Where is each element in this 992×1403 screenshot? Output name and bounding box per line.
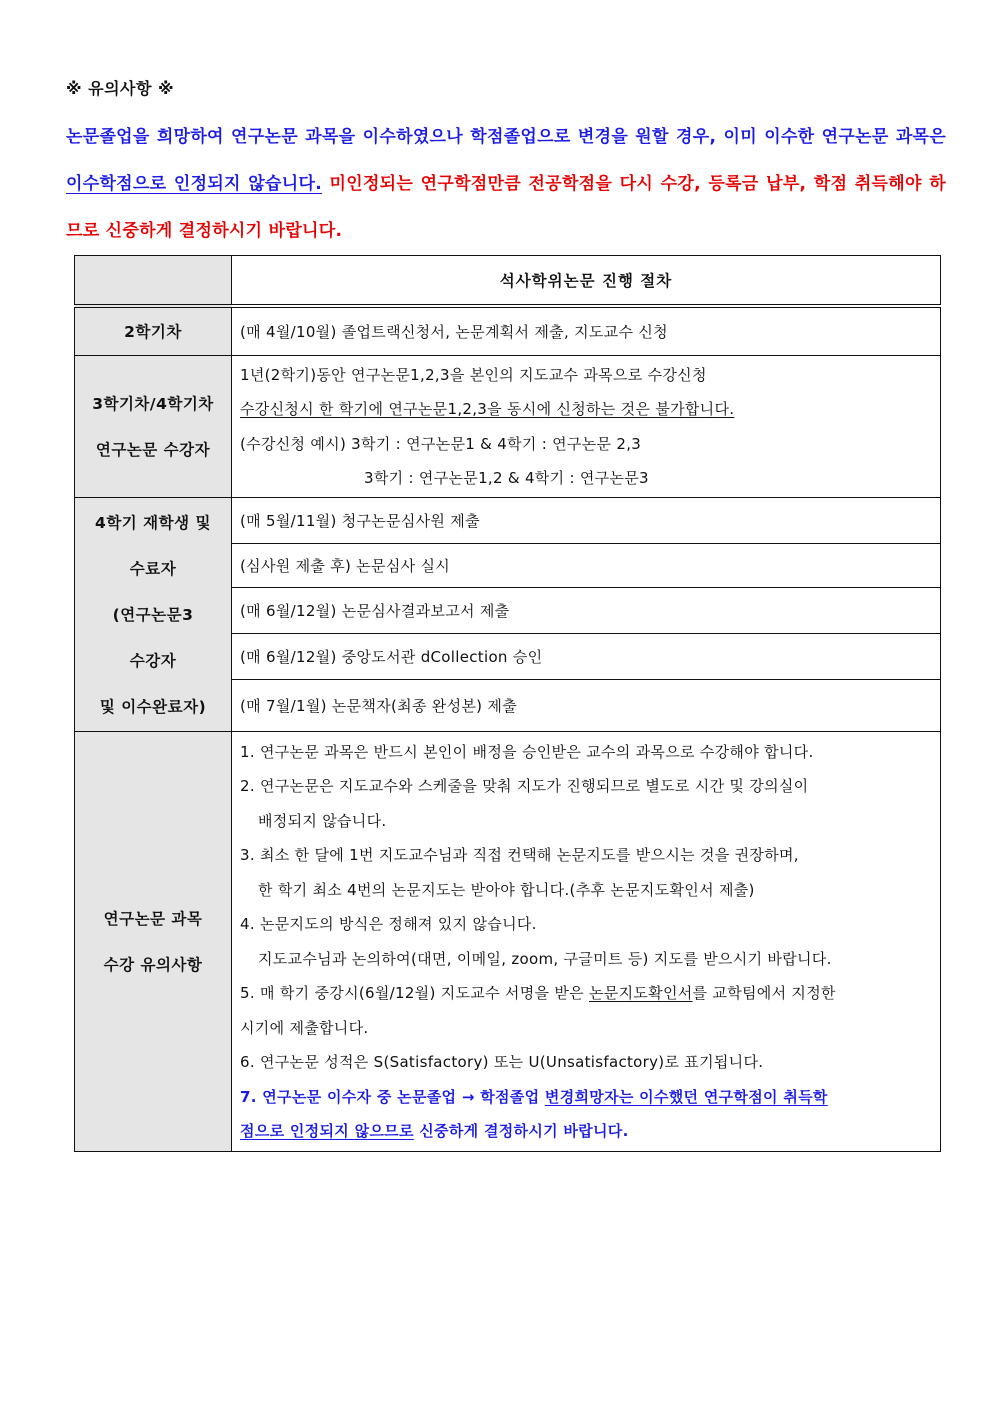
- line: [240, 392, 932, 427]
- note-line: 6. 연구논문 성적은 S(Satisfactory) 또는 U(Unsatisfactory)로 표기됩니다.: [240, 1053, 764, 1071]
- underlined-line: 수강신청시 한 학기에 연구논문1,2,3을 동시에 신청하는 것은 불가합니다.: [240, 400, 735, 418]
- row-label-line: 수료자: [129, 559, 177, 578]
- note-line: 지도교수님과 논의하여(대면, 이메일, zoom, 구글미트 등) 지도를 받으시기 바랍니다.: [258, 949, 832, 968]
- table-row-3rd-4th-semester: [75, 356, 941, 498]
- note-line-highlight: [240, 1080, 932, 1115]
- row-label-2nd-semester: 2학기차: [75, 306, 232, 356]
- row-text-3rd-4th-semester: [232, 356, 941, 498]
- row-label-4th-semester: [75, 498, 232, 732]
- table-header-title: 석사학위논문 진행 절차: [232, 256, 941, 306]
- note-text: 신중하게 결정하시기 바랍니다.: [413, 1122, 629, 1140]
- note-line: 4. 논문지도의 방식은 정해져 있지 않습니다.: [240, 915, 537, 933]
- note-line: [240, 976, 932, 1011]
- course-notes-list: [232, 732, 941, 1152]
- step-item: (매 5월/11월) 청구논문심사원 제출: [232, 498, 941, 544]
- line: (수강신청 예시) 3학기 : 연구논문1 & 4학기 : 연구논문 2,3: [240, 434, 642, 453]
- note-text-underline: 논문지도확인서: [589, 984, 693, 1002]
- row-label-line: 연구논문 과목: [103, 909, 203, 928]
- note-line: 시기에 제출합니다.: [240, 1018, 369, 1037]
- row-label-line: 수강자: [129, 651, 177, 670]
- row-label-line: (연구논문3: [112, 605, 194, 624]
- note-line: 1. 연구논문 과목은 반드시 본인이 배정을 승인받은 교수의 과목으로 수강해야 합니다.: [240, 742, 814, 761]
- table-row-course-notes: [75, 732, 941, 1152]
- row-label-line: 및 이수완료자): [99, 697, 207, 716]
- table-row-4th-semester-item: [75, 498, 941, 544]
- header-empty-cell: [75, 256, 232, 306]
- notice-text-underline: 이수학점으로 인정되지 않습니다.: [66, 174, 322, 194]
- table-row-2nd-semester: [75, 306, 941, 356]
- note-text-underline: 점으로 인정되지 않으므로: [240, 1122, 414, 1140]
- row-label-line: 3학기차/4학기차: [92, 394, 214, 413]
- row-label-line: 4학기 재학생 및: [95, 513, 211, 532]
- note-line: 3. 최소 한 달에 1번 지도교수님과 직접 컨택해 논문지도를 받으시는 것을 권장하며,: [240, 846, 799, 864]
- note-line: 한 학기 최소 4번의 논문지도는 받아야 합니다.(추후 논문지도확인서 제출): [258, 880, 755, 899]
- note-line: 배정되지 않습니다.: [258, 811, 387, 830]
- step-item: (심사원 제출 후) 논문심사 실시: [232, 544, 941, 588]
- step-item: (매 7월/1월) 논문책자(최종 완성본) 제출: [232, 680, 941, 732]
- row-label-line: 수강 유의사항: [103, 955, 203, 974]
- row-label-3rd-4th-semester: [75, 356, 232, 498]
- table-header-row: [75, 256, 941, 306]
- line: 3학기 : 연구논문1,2 & 4학기 : 연구논문3: [364, 469, 649, 487]
- notice-paragraph: [66, 114, 946, 255]
- notice-title: ※ 유의사항 ※: [66, 79, 175, 98]
- row-label-course-notes: [75, 732, 232, 1152]
- note-text: 7. 연구논문 이수자 중 논문졸업 → 학점졸업: [240, 1087, 545, 1106]
- row-label-line: 연구논문 수강자: [95, 440, 211, 459]
- row-text-2nd-semester: (매 4월/10월) 졸업트랙신청서, 논문계획서 제출, 지도교수 신청: [232, 306, 941, 356]
- note-text: 5. 매 학기 중강시(6월/12월) 지도교수 서명을 받은: [240, 984, 590, 1002]
- thesis-procedure-table: [74, 255, 941, 1152]
- note-line-highlight: [240, 1114, 932, 1149]
- notice-text-red: 미인정되는 연구학점만큼 전공학점을 다시 수강, 등록금 납부, 학점 취득해야 하므로 신중하게 결정하시기 바랍니다.: [66, 174, 946, 241]
- note-text-underline: 변경희망자는 이수했던 연구학점이 취득학: [544, 1087, 828, 1106]
- note-text: 를 교학팀에서 지정한: [692, 984, 836, 1002]
- note-line: 2. 연구논문은 지도교수와 스케줄을 맞춰 지도가 진행되므로 별도로 시간 및 강의실이: [240, 777, 809, 795]
- step-item: (매 6월/12월) 중앙도서관 dCollection 승인: [232, 634, 941, 680]
- line: 1년(2학기)동안 연구논문1,2,3을 본인의 지도교수 과목으로 수강신청: [240, 365, 707, 384]
- notice-text-blue: 논문졸업을 희망하여 연구논문 과목을 이수하였으나 학점졸업으로 변경을 원할 경우, 이미 이수한 연구논문 과목은: [66, 127, 946, 147]
- step-item: (매 6월/12월) 논문심사결과보고서 제출: [232, 588, 941, 634]
